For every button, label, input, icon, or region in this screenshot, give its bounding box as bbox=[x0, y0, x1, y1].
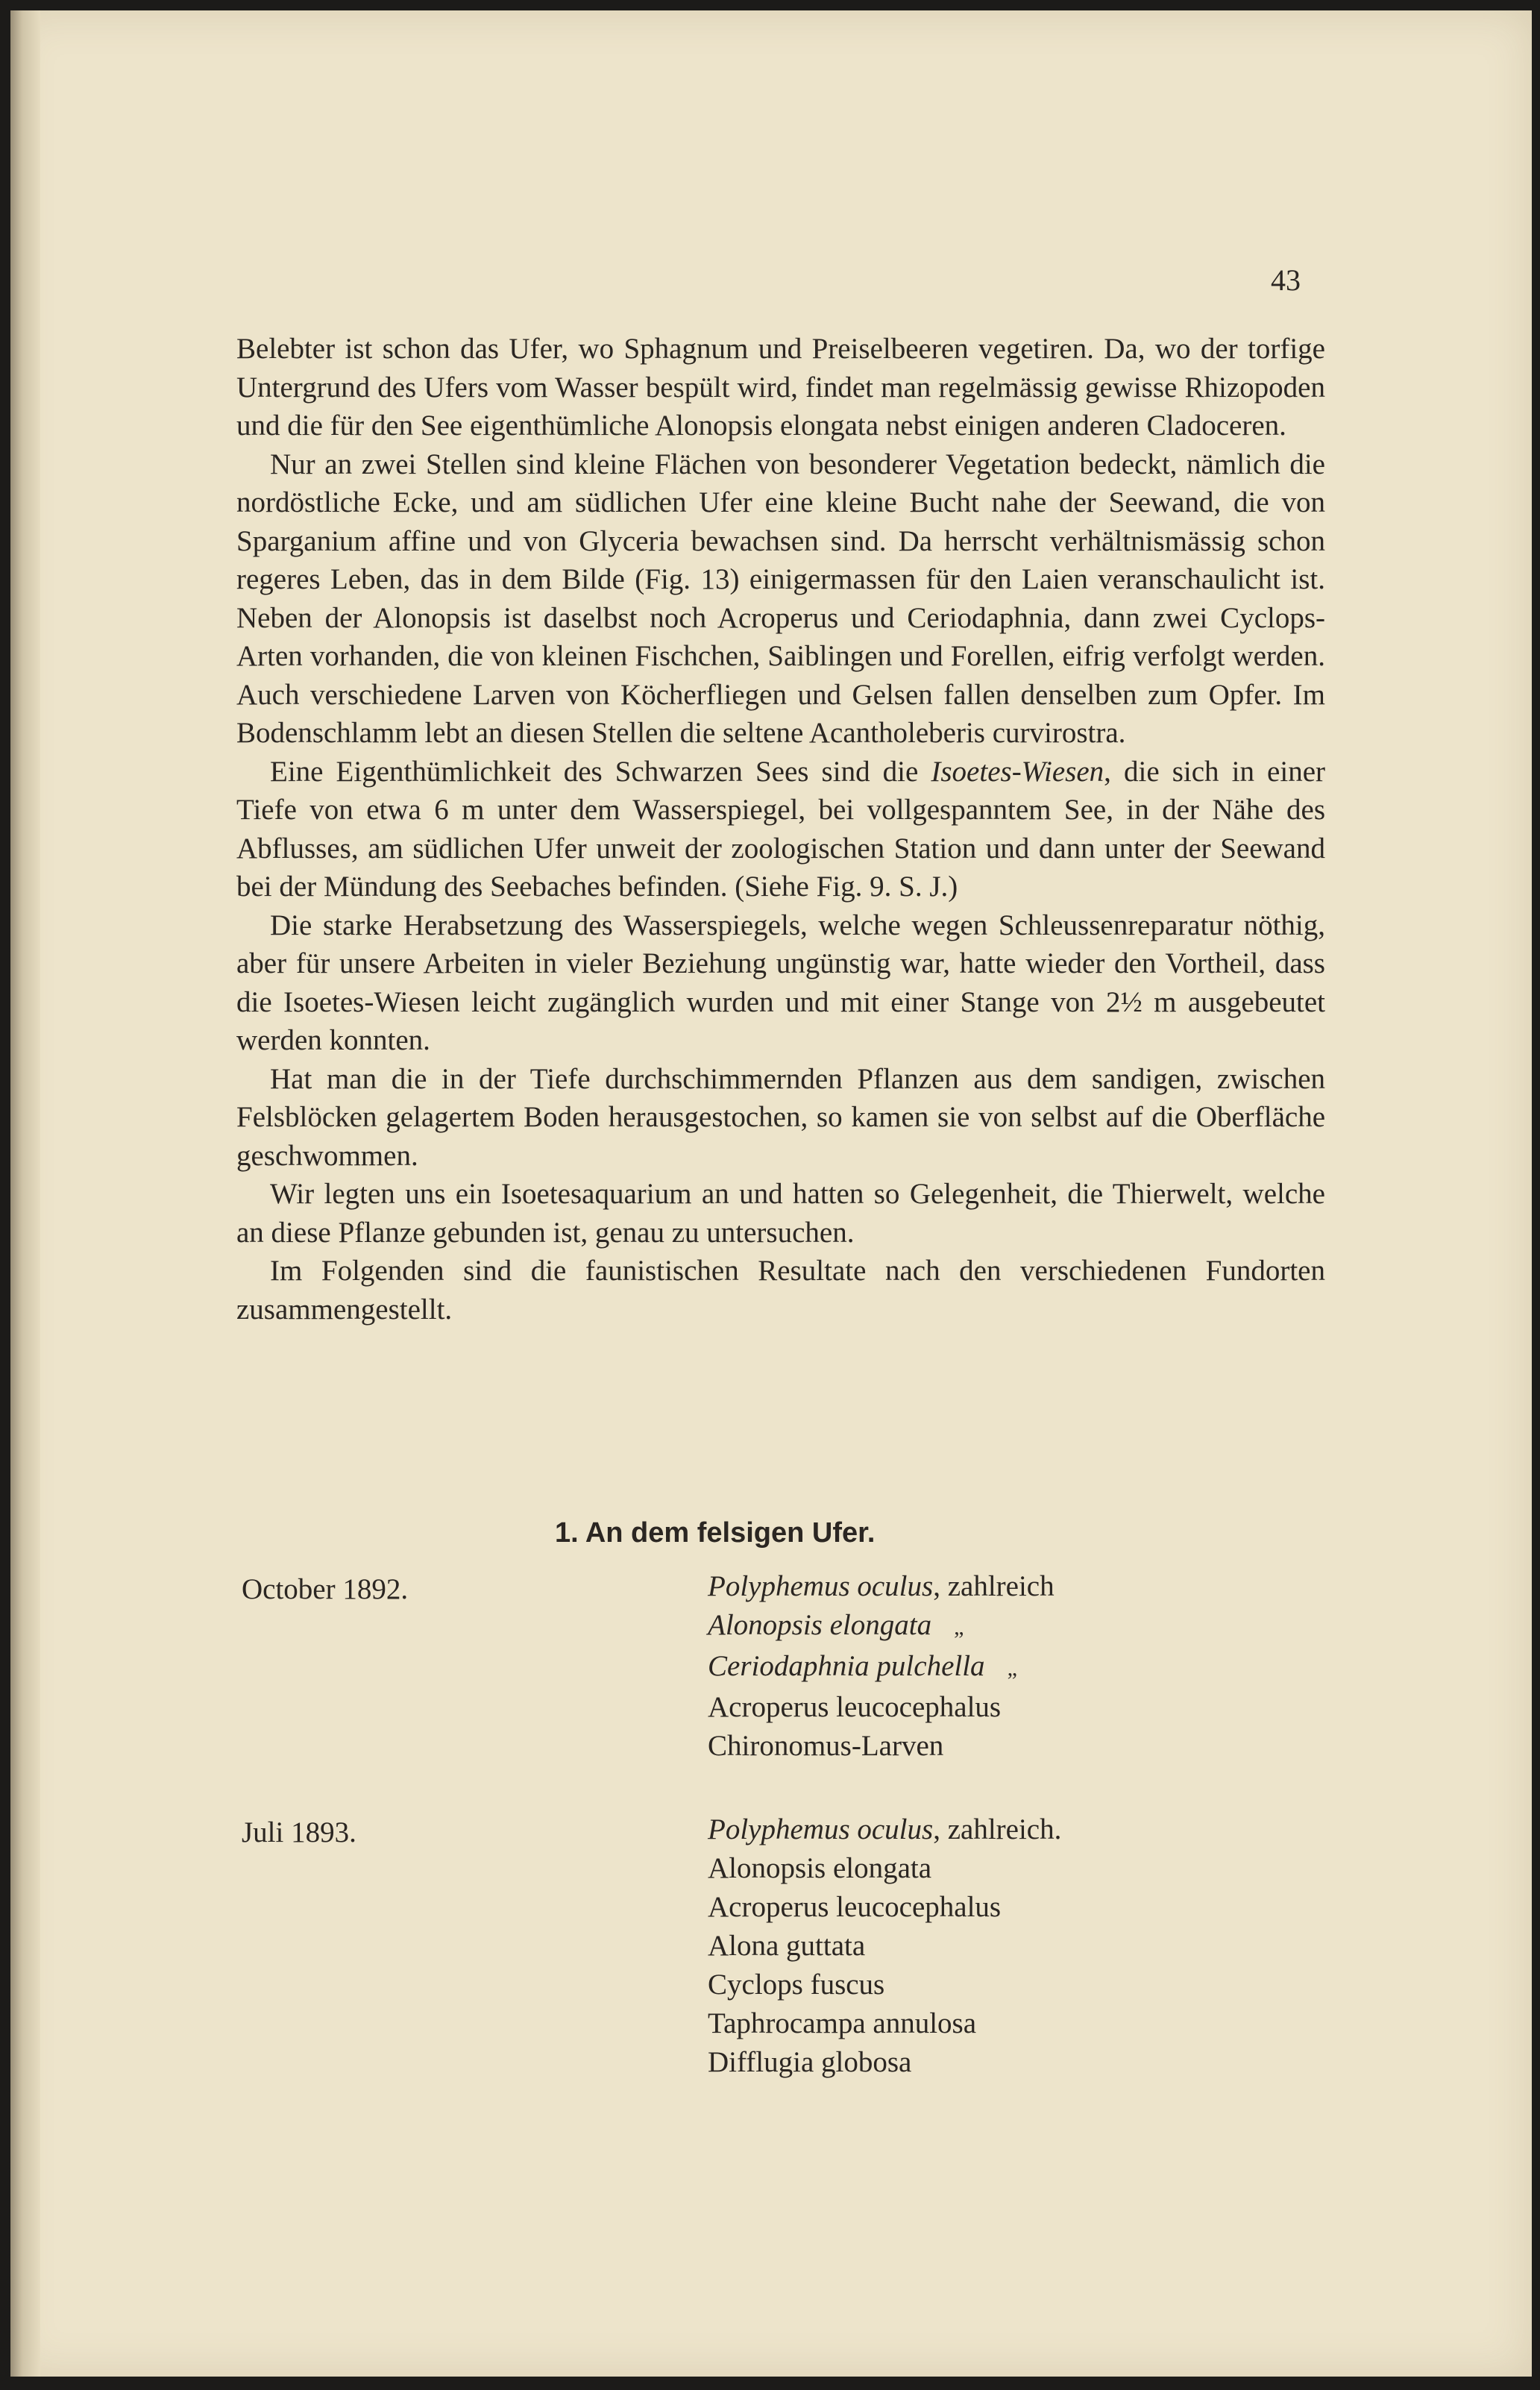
body-text bbox=[236, 330, 1325, 1329]
species-list bbox=[708, 1567, 1055, 1766]
emphasis-text: Isoetes-Wiesen bbox=[931, 755, 1104, 788]
paragraph-text: , die sich in einer Tiefe von etwa 6 m unter dem Wasserspiegel, bei vollgespanntem See, in der Nähe des Abflusses, am südlichen Ufer unweit der zoologischen Station und dann unter der Seewand bei der Mündung des Seebaches befinden. (Siehe Fig. 9. S. J.) bbox=[236, 755, 1325, 903]
paragraph: Wir legten uns ein Isoetesaquarium an und hatten so Gelegenheit, die Thierwelt, welche an diese Pflanze gebunden ist, genau zu untersuchen. bbox=[236, 1178, 1325, 1249]
ditto-mark: „ bbox=[954, 1615, 964, 1640]
species-name: Polyphemus oculus bbox=[708, 1570, 934, 1602]
species-row bbox=[708, 2043, 1061, 2082]
species-row bbox=[708, 1966, 1061, 2004]
paragraph-text: Eine Eigenthümlichkeit des Schwarzen Sees sind die bbox=[270, 755, 931, 788]
record-date: Juli 1893. bbox=[242, 1816, 356, 1848]
species-row bbox=[708, 1888, 1061, 1927]
species-name: Acroperus leucocephalus bbox=[708, 1691, 1002, 1723]
species-list bbox=[708, 1810, 1061, 2082]
species-row bbox=[708, 1849, 1061, 1888]
species-row bbox=[708, 1567, 1055, 1606]
page-binding-edge bbox=[10, 10, 40, 2377]
species-row bbox=[708, 1810, 1061, 1849]
paragraph: Belebter ist schon das Ufer, wo Sphagnum und Preiselbeeren vegetiren. Da, wo der torfige Untergrund des Ufers vom Wasser bespült wird, findet man regelmässig gewisse Rhizopoden und die für den See eigenthümliche Alonopsis elongata nebst einigen anderen Cladoceren. bbox=[236, 333, 1325, 442]
page-number: 43 bbox=[1271, 263, 1301, 297]
species-row bbox=[708, 1606, 1055, 1647]
species-name: Alonopsis elongata bbox=[708, 1609, 932, 1641]
paragraph: Hat man die in der Tiefe durchschimmernden Pflanzen aus dem sandigen, zwischen Felsblöcken gelagertem Boden herausgestochen, so kamen sie von selbst auf die Oberfläche geschwommen. bbox=[236, 1062, 1325, 1172]
species-row bbox=[708, 2004, 1061, 2043]
species-note: , zahlreich. bbox=[933, 1813, 1062, 1845]
species-row bbox=[708, 1647, 1055, 1688]
species-row bbox=[708, 1688, 1055, 1727]
record-date: October 1892. bbox=[242, 1573, 409, 1605]
species-name: Alona guttata bbox=[708, 1930, 866, 1962]
paragraph: Nur an zwei Stellen sind kleine Flächen von besonderer Vegetation bedeckt, nämlich die nordöstliche Ecke, und am südlichen Ufer eine kleine Bucht nahe der Seewand, die von Sparganium affine und von Glyceria bewachsen sind. Da herrscht verhältnismässig schon regeres Leben, das in dem Bilde (Fig. 13) einigermassen für den Laien veranschaulicht ist. Neben der Alonopsis ist daselbst noch Acroperus und Ceriodaphnia, dann zwei Cyclops-Arten vorhanden, die von kleinen Fischchen, Saiblingen und Forellen, eifrig verfolgt werden. Auch verschiedene Larven von Köcherfliegen und Gelsen fallen denselben zum Opfer. Im Bodenschlamm lebt an diesen Stellen die seltene Acantholeberis curvirostra. bbox=[236, 448, 1325, 749]
species-name: Difflugia globosa bbox=[708, 2046, 912, 2078]
species-note: , zahlreich bbox=[933, 1570, 1055, 1602]
species-name: Taphrocampa annulosa bbox=[708, 2007, 977, 2039]
species-name: Cyclops fuscus bbox=[708, 1969, 885, 2001]
species-name: Alonopsis elongata bbox=[708, 1852, 932, 1884]
species-row bbox=[708, 1727, 1055, 1766]
book-page bbox=[10, 10, 1532, 2377]
species-name: Chironomus-Larven bbox=[708, 1730, 944, 1762]
section-heading: 1. An dem felsigen Ufer. bbox=[555, 1517, 876, 1549]
paragraph: Die starke Herabsetzung des Wasserspiegels, welche wegen Schleussenreparatur nöthig, aber für unsere Arbeiten in vieler Beziehung ungünstig war, hatte wieder den Vortheil, dass die Isoetes-Wiesen leicht zugänglich wurden und mit einer Stange von 2½ m ausgebeutet werden konnten. bbox=[236, 909, 1325, 1056]
paragraph bbox=[236, 753, 1325, 906]
species-name: Ceriodaphnia pulchella bbox=[708, 1650, 985, 1682]
paragraph: Im Folgenden sind die faunistischen Resultate nach den verschiedenen Fundorten zusammengestellt. bbox=[236, 1255, 1325, 1326]
species-row bbox=[708, 1927, 1061, 1966]
ditto-mark: „ bbox=[1007, 1656, 1017, 1681]
species-name: Acroperus leucocephalus bbox=[708, 1891, 1002, 1923]
species-name: Polyphemus oculus bbox=[708, 1813, 934, 1845]
